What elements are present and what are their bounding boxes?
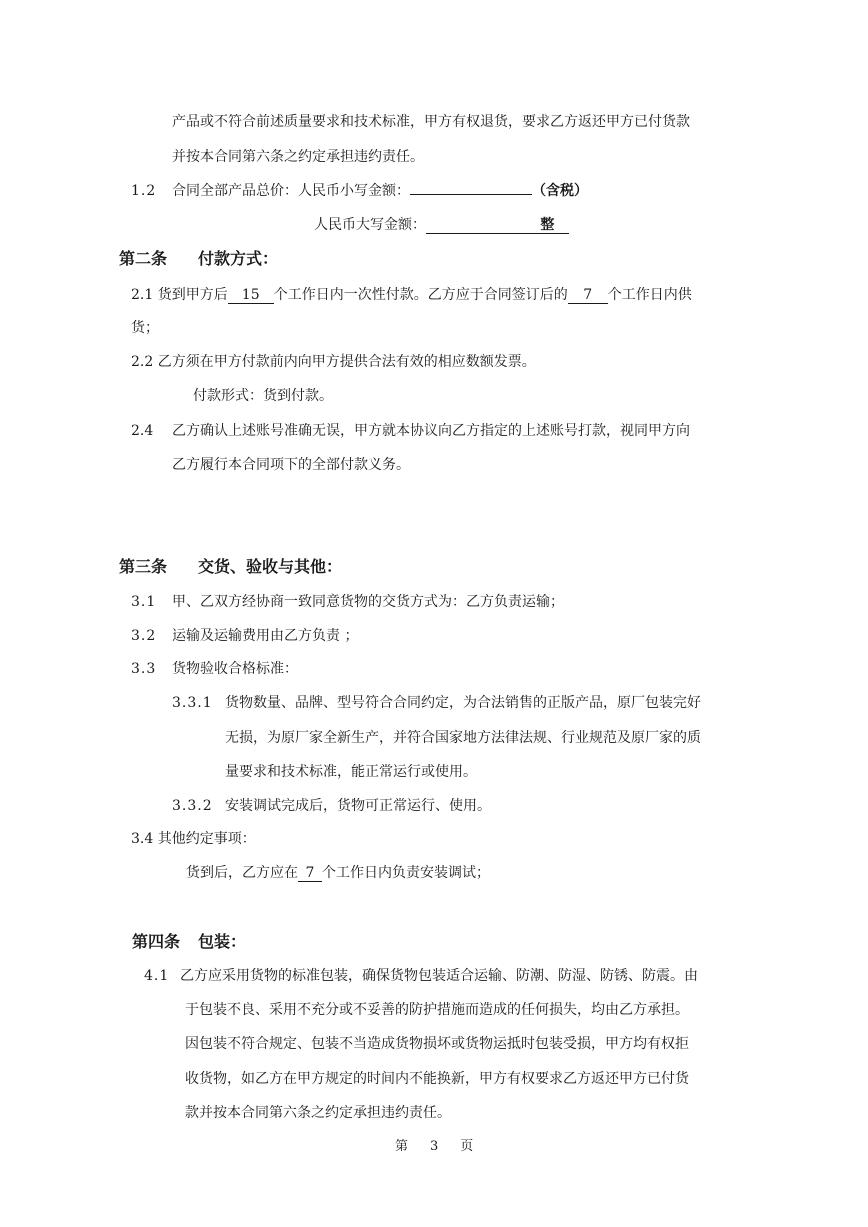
- page-number: 3: [430, 1139, 439, 1154]
- article-title: 交货、验收与其他：: [198, 557, 343, 576]
- article-2-heading: [119, 248, 278, 270]
- clause-3-3-2: 安装调试完成后，货物可正常运行、使用。: [225, 798, 491, 814]
- clause-3-4-detail: [186, 863, 490, 883]
- article-3-heading: [119, 556, 342, 578]
- paragraph-line: 产品或不符合前述质量要求和技术标准，甲方有权退货，要求乙方返还甲方已付货款: [172, 114, 690, 130]
- page-footer: [395, 1137, 473, 1157]
- article-title: 包装：: [198, 932, 247, 951]
- clause-3-1: 甲、乙双方经协商一致同意货物的交货方式为：乙方负责运输；: [172, 594, 564, 610]
- article-number: 第二条: [119, 249, 168, 268]
- footer-prefix: 第: [395, 1139, 409, 1154]
- clause-2-4-line2: 乙方履行本合同项下的全部付款义务。: [172, 457, 410, 473]
- clause-2-1-line2: 货；: [131, 320, 159, 336]
- clause-number: 3.3: [131, 661, 157, 677]
- clause-1-2-text: [172, 181, 588, 201]
- clause-3-2: 运输及运输费用由乙方负责 ；: [172, 628, 359, 644]
- article-4-heading: [132, 931, 246, 953]
- clause-4-1-line5: 款并按本合同第六条之约定承担违约责任。: [185, 1105, 451, 1121]
- small-amount-blank: [410, 194, 532, 195]
- footer-suffix: 页: [460, 1139, 474, 1154]
- clause-number: 3.3.2: [172, 798, 213, 814]
- clause-number: 3.3.1: [172, 695, 213, 711]
- clause-4-1-line3: 因包装不符合规定、包装不当造成货物损坏或货物运抵时包装受损，甲方均有权拒: [185, 1036, 689, 1052]
- clause-3-3-1-line2: 无损，为原厂家全新生产，并符合国家地方法律法规、行业规范及原厂家的质: [225, 730, 701, 746]
- clause-4-1-line1: 乙方应采用货物的标准包装，确保货物包装适合运输、防潮、防湿、防锈、防震。由: [180, 968, 698, 984]
- clause-number: 2.4: [131, 423, 154, 439]
- payment-days-blank: 15: [228, 287, 274, 304]
- install-days-blank: 7: [298, 865, 322, 882]
- delivery-days-blank: 7: [568, 287, 608, 304]
- clause-2-1-text-c: 个工作日内供: [607, 287, 692, 303]
- clause-3-3-1-line1: 货物数量、品牌、型号符合合同约定，为合法销售的正版产品，原厂包装完好: [225, 695, 701, 711]
- clause-2-4-line1: 乙方确认上述账号准确无误，甲方就本协议向乙方指定的上述账号打款，视同甲方向: [172, 423, 690, 439]
- clause-3-4: 3.4 其他约定事项：: [131, 831, 256, 847]
- article-number: 第三条: [119, 557, 168, 576]
- clause-number: 3.2: [131, 628, 157, 644]
- clause-number: 4.1: [144, 968, 170, 984]
- tax-note: （含税）: [532, 183, 588, 199]
- article-title: 付款方式：: [198, 249, 279, 268]
- clause-3-4-text-b: 个工作日内负责安装调试；: [322, 865, 490, 881]
- clause-2-1-line1: [131, 285, 692, 305]
- clause-3-4-text-a: 货到后，乙方应在: [186, 865, 298, 881]
- clause-3-3: 货物验收合格标准：: [172, 661, 298, 677]
- clause-4-1-line2: 于包装不良、采用不充分或不妥善的防护措施而造成的任何损失，均由乙方承担。: [185, 1002, 689, 1018]
- payment-form: 付款形式：货到付款。: [193, 388, 333, 404]
- clause-2-1-text-b: 个工作日内一次性付款。乙方应于合同签订后的: [273, 287, 568, 303]
- clause-3-3-1-line3: 量要求和技术标准，能正常运行或使用。: [225, 764, 477, 780]
- big-amount-label: 人民币大写金额：: [314, 217, 426, 233]
- clause-2-2: 2.2 乙方须在甲方付款前内向甲方提供合法有效的相应数额发票。: [131, 354, 536, 370]
- clause-number: 3.1: [131, 594, 157, 610]
- big-amount-blank: [426, 217, 569, 234]
- clause-number: 1.2: [131, 183, 157, 199]
- big-amount-line: [314, 215, 569, 235]
- clause-4-1-line4: 收货物，如乙方在甲方规定的时间内不能换新，甲方有权要求乙方返还甲方已付货: [185, 1071, 689, 1087]
- article-number: 第四条: [132, 932, 181, 951]
- paragraph-line: 并按本合同第六条之约定承担违约责任。: [172, 149, 424, 165]
- big-amount-suffix: 整: [540, 217, 555, 233]
- total-price-label: 合同全部产品总价：人民币小写金额：: [172, 183, 410, 199]
- clause-2-1-text-a: 2.1 货到甲方后: [131, 287, 228, 303]
